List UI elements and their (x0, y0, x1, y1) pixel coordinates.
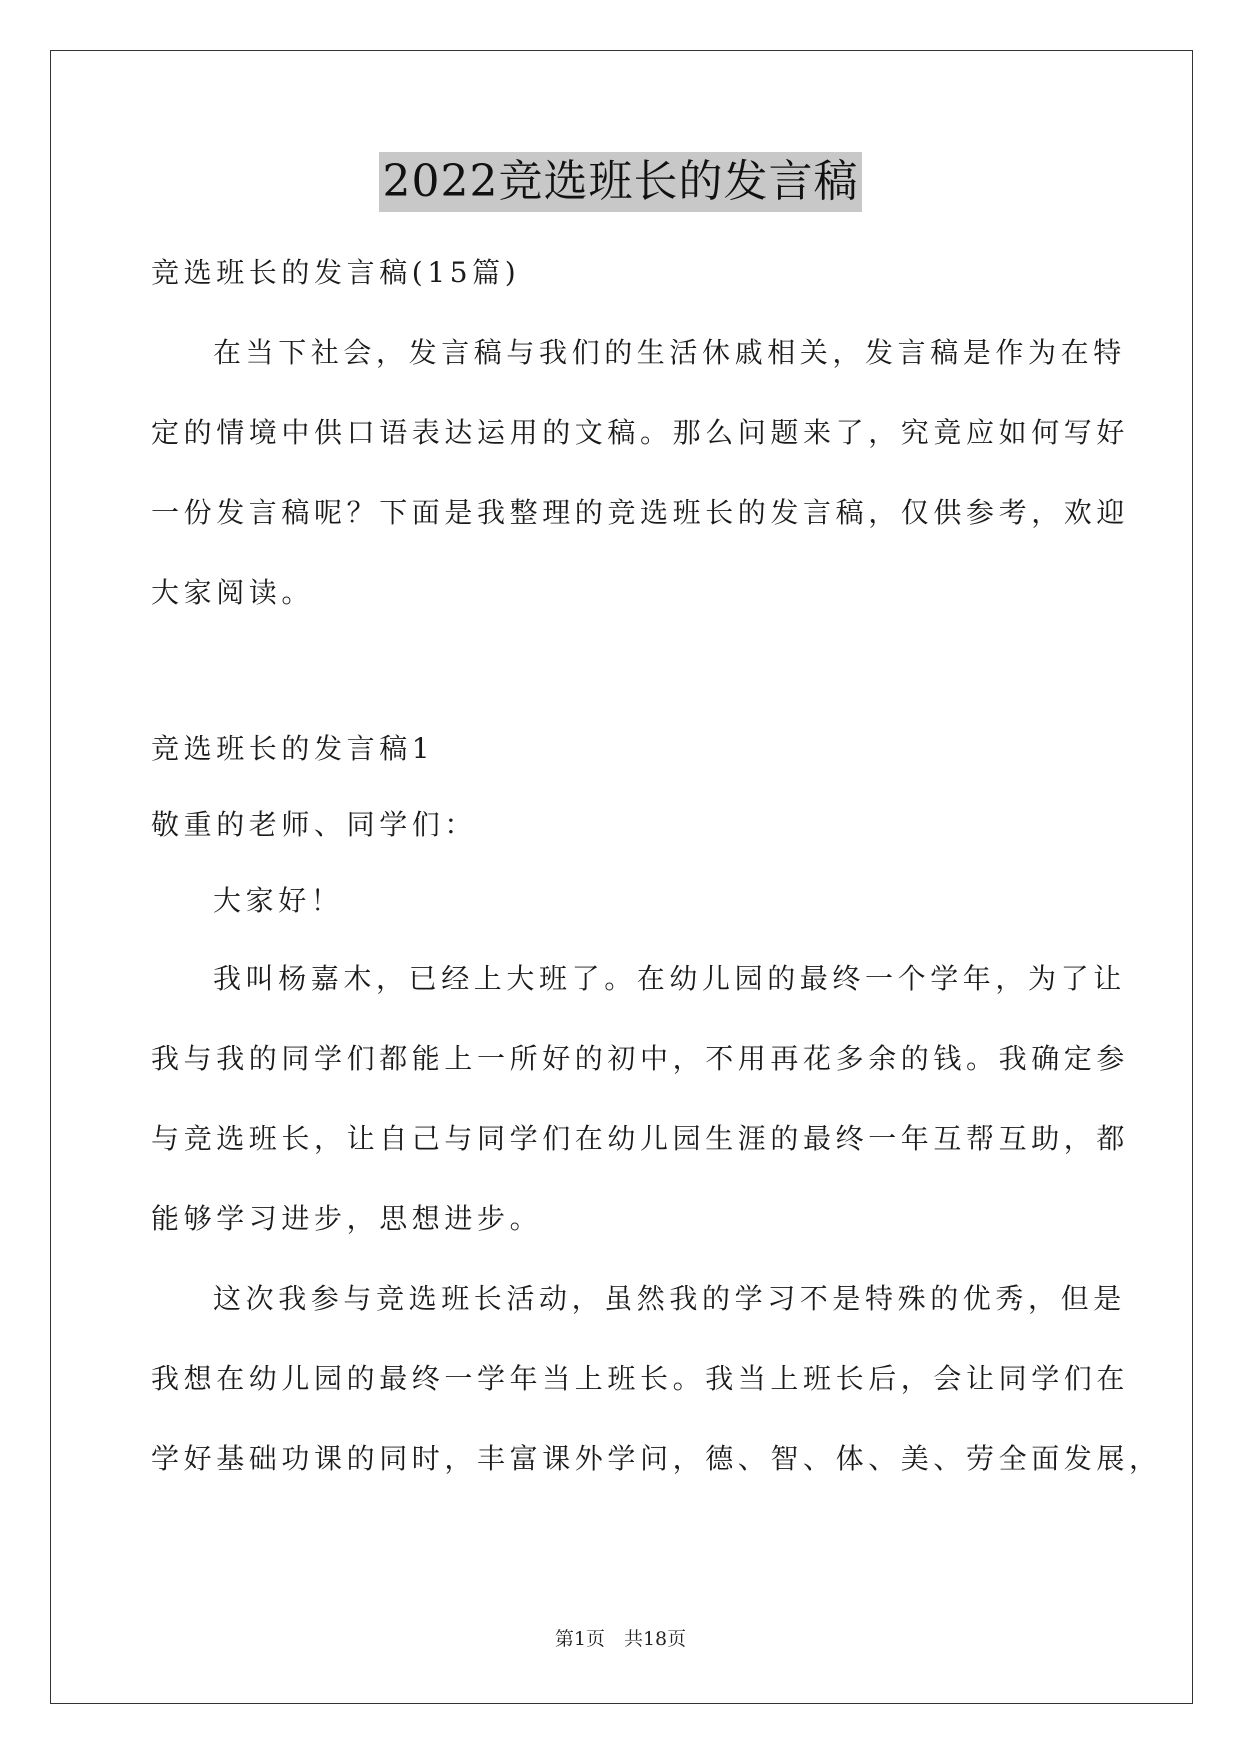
document-title: 2022竞选班长的发言稿 (379, 152, 863, 212)
document-subtitle: 竞选班长的发言稿(15篇) (151, 256, 521, 289)
page-footer: 第1页 共18页 (554, 1628, 687, 1650)
intro-line: 在当下社会，发言稿与我们的生活休戚相关，发言稿是作为在特 (213, 336, 1126, 369)
salutation: 敬重的老师、同学们： (151, 808, 478, 841)
paragraph-line: 我叫杨嘉木，已经上大班了。在幼儿园的最终一个学年，为了让 (213, 962, 1126, 995)
paragraph-line: 我与我的同学们都能上一所好的初中，不用再花多余的钱。我确定参 (151, 1042, 1130, 1075)
paragraph-line: 与竞选班长，让自己与同学们在幼儿园生涯的最终一年互帮互助，都 (151, 1122, 1130, 1155)
intro-line: 大家阅读。 (151, 576, 315, 609)
section-spacer (151, 633, 1096, 711)
paragraph-line: 这次我参与竞选班长活动，虽然我的学习不是特殊的优秀，但是 (213, 1282, 1126, 1315)
document-body (151, 233, 1162, 1499)
intro-line: 一份发言稿呢？下面是我整理的竞选班长的发言稿，仅供参考，欢迎 (151, 496, 1130, 529)
intro-line: 定的情境中供口语表达运用的文稿。那么问题来了，究竟应如何写好 (151, 416, 1130, 449)
greeting: 大家好！ (213, 884, 344, 917)
paragraph-line: 我想在幼儿园的最终一学年当上班长。我当上班长后，会让同学们在 (151, 1362, 1130, 1395)
paragraph-line: 能够学习进步，思想进步。 (151, 1202, 543, 1235)
title-wrap (0, 152, 1241, 212)
section-heading: 竞选班长的发言稿1 (151, 732, 435, 765)
paragraph-line: 学好基础功课的同时，丰富课外学问，德、智、体、美、劳全面发展， (151, 1442, 1162, 1475)
